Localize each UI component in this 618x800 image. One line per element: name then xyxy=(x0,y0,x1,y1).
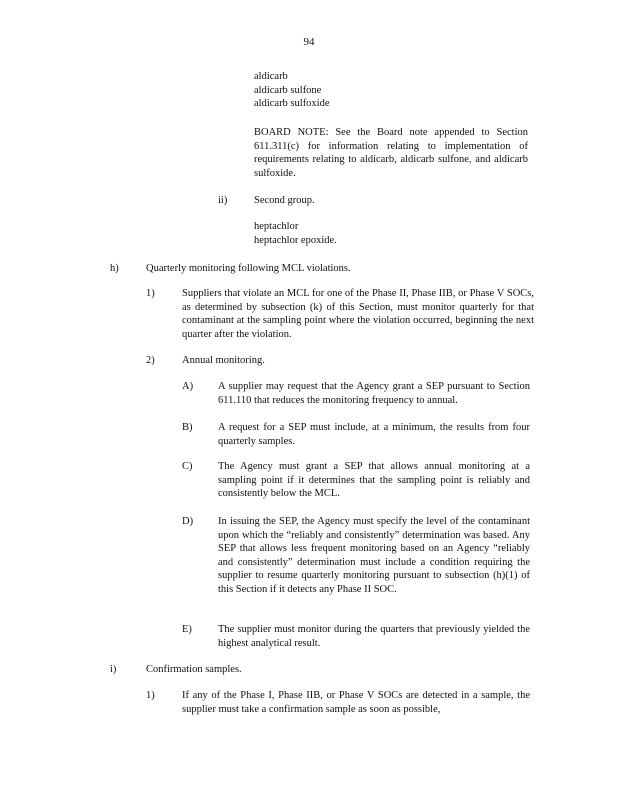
item-text: If any of the Phase I, Phase IIB, or Phase V SOCs are detected in a sample, the supplier must take a confirmation sample as soon as possible, xyxy=(182,690,530,715)
first-group-list xyxy=(254,70,330,111)
list-item: heptachlor xyxy=(254,221,299,232)
subitem-marker: D) xyxy=(182,516,194,527)
list-item: aldicarb sulfoxide xyxy=(254,98,330,109)
subitem-text: The supplier must monitor during the quarters that previously yielded the highest analytical result. xyxy=(218,624,530,649)
item-marker: 2) xyxy=(146,355,155,366)
board-note: BOARD NOTE: See the Board note appended to Section 611.311(c) for information relating to implementation of requirements relating to aldicarb, aldicarb sulfone, and aldicarb sulfoxide. xyxy=(254,127,528,179)
item-marker: 1) xyxy=(146,690,155,701)
subitem-marker: A) xyxy=(182,381,194,392)
subitem-marker: E) xyxy=(182,624,192,635)
section-title: Confirmation samples. xyxy=(146,664,242,675)
subitem-text: In issuing the SEP, the Agency must specify the level of the contaminant upon which the “reliably and consistently” determination was based. Any SEP that allows less frequent monitoring based on an Agency “reliably and consistently” determination must include a condition requiring the supplier to resume quarterly monitoring pursuant to subsection (h)(1) of this Section if it detects any Phase II SOC. xyxy=(218,516,530,595)
list-item: aldicarb sulfone xyxy=(254,84,322,96)
list-item: heptachlor epoxide. xyxy=(254,234,337,246)
item-text: Suppliers that violate an MCL for one of the Phase II, Phase IIB, or Phase V SOCs, as determined by subsection (k) of this Section, must monitor quarterly for that contaminant at the sampling point where the violation occurred, beginning the next quarter after the violation. xyxy=(182,288,534,340)
subitem-marker: C) xyxy=(182,461,193,472)
second-group-list xyxy=(254,220,337,247)
list-item: aldicarb xyxy=(254,71,288,82)
subsection-title: Second group. xyxy=(254,195,315,206)
subitem-text: The Agency must grant a SEP that allows annual monitoring at a sampling point if it determines that the sampling point is reliably and consistently below the MCL. xyxy=(218,461,530,499)
subitem-text: A request for a SEP must include, at a minimum, the results from four quarterly samples. xyxy=(218,422,530,447)
section-title: Quarterly monitoring following MCL violations. xyxy=(146,263,351,274)
page-number: 94 xyxy=(303,36,315,48)
item-marker: 1) xyxy=(146,288,155,299)
section-marker: i) xyxy=(110,664,117,675)
subitem-text: A supplier may request that the Agency grant a SEP pursuant to Section 611.110 that reduces the monitoring frequency to annual. xyxy=(218,381,530,406)
section-marker: h) xyxy=(110,263,119,274)
item-text: Annual monitoring. xyxy=(182,355,265,366)
subitem-marker: B) xyxy=(182,422,193,433)
subsection-marker: ii) xyxy=(218,195,228,206)
